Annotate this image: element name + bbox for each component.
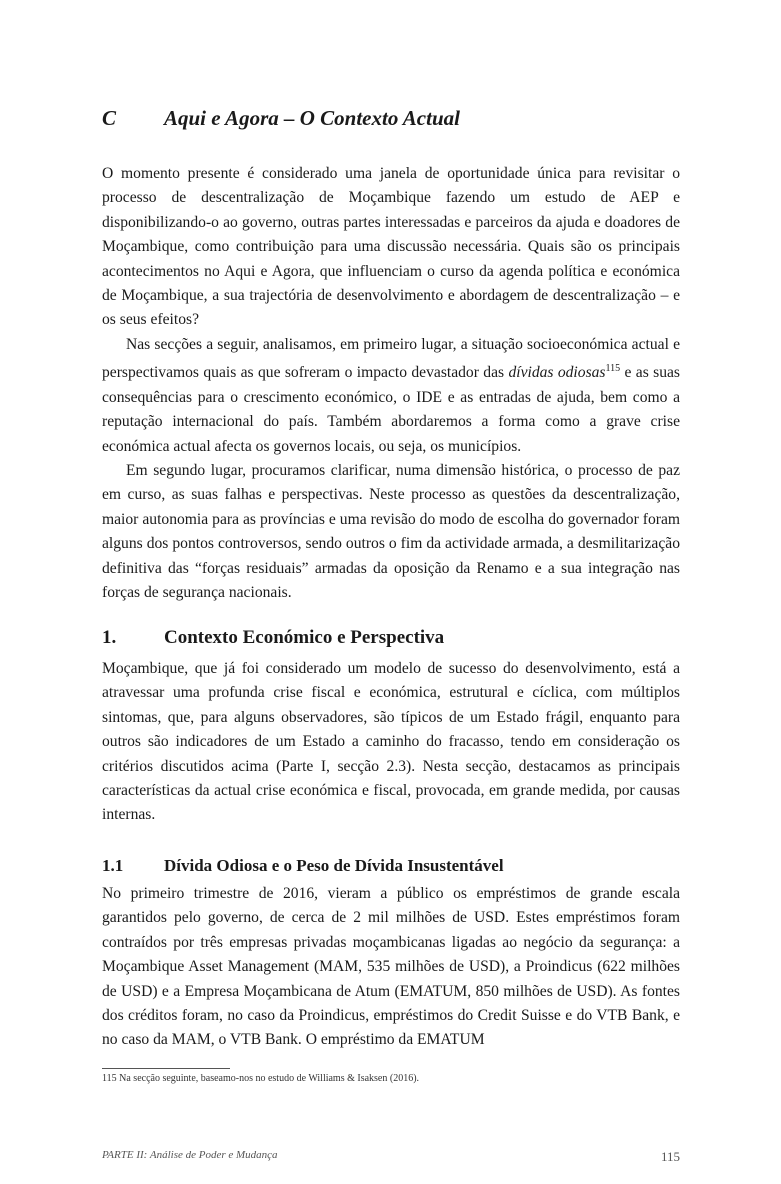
footnote-text: Na secção seguinte, baseamo-nos no estudo de Williams & Isaksen (2016).: [119, 1073, 420, 1084]
chapter-title: Aqui e Agora – O Contexto Actual: [164, 106, 460, 130]
chapter-letter: C: [102, 106, 117, 130]
intro-p2-text-b: e as suas consequências para o crescimento económico, o IDE e as entradas de ajuda, bem como a reputação internacional do país. Também abordaremos a forma como a grave crise económica actual afecta os governos locais, ou seja, os municípios.: [102, 364, 680, 455]
footnote-ref-115[interactable]: 115: [605, 363, 621, 375]
intro-paragraph-3: Em segundo lugar, procuramos clarificar, numa dimensão histórica, o processo de paz em curso, as suas falhas e perspectivas. Neste processo as questões da descentralização, maior autonomia para as províncias e uma revisão do modo de escolha do governador foram alguns dos pontos controversos, sendo outros o fim da actividade armada, a desmilitarização definitiva das “forças residuais” armadas da oposição da Renamo e a sua integração nas forças de segurança nacionais.: [102, 462, 680, 602]
intro-paragraph-2: [102, 333, 680, 459]
section-1-title: Contexto Económico e Perspectiva: [164, 627, 445, 648]
intro-section: [102, 162, 680, 606]
footnote-number: 115: [102, 1073, 117, 1084]
section-1-1-number: 1.1: [102, 856, 124, 875]
page-number: 115: [660, 1149, 680, 1164]
footnote: [102, 1073, 680, 1084]
running-head: PARTE II: Análise de Poder e Mudança: [102, 1149, 278, 1161]
intro-p2-text-a: Nas secções a seguir, analisamos, em primeiro lugar, a situação socioeconómica actual e perspectivamos quais as que sofreram o impacto devastador das: [102, 335, 680, 382]
intro-p2-italic: dívidas odiosas: [508, 364, 606, 382]
intro-paragraph-1: O momento presente é considerado uma janela de oportunidade única para revisitar o processo de descentralização de Moçambique fazendo um estudo de AEP e disponibilizando-o ao governo, outras partes interessadas e parceiros da ajuda e doadores de Moçambique, como contribuição para uma discussão necessária. Quais são os principais acontecimentos no Aqui e Agora, que influenciam o curso da agenda política e económica de Moçambique, a sua trajectória de desenvolvimento e abordagem de descentralização – e os seus efeitos?: [102, 165, 680, 329]
section-1-1-title: Dívida Odiosa e o Peso de Dívida Insustentável: [164, 856, 504, 875]
section-1-1-body: [102, 882, 680, 1053]
section-1-number: 1.: [102, 627, 117, 648]
section-1-1-paragraph: No primeiro trimestre de 2016, vieram a público os empréstimos de grande escala garantidos pelo governo, de cerca de 2 mil milhões de USD. Estes empréstimos foram contraídos por três empresas privadas moçambicanas ligadas ao negócio da segurança: a Moçambique Asset Management (MAM, 535 milhões de USD), a Proindicus (622 milhões de USD) e a Empresa Moçambicana de Atum (EMATUM, 850 milhões de USD). As fontes dos créditos foram, no caso da Proindicus, empréstimos do Credit Suisse e do VTB Bank, e no caso da MAM, o VTB Bank. O empréstimo da EMATUM: [102, 885, 680, 1049]
footnote-divider: [102, 1068, 230, 1069]
section-1-body: [102, 657, 680, 828]
section-1-paragraph: Moçambique, que já foi considerado um modelo de sucesso do desenvolvimento, está a atravessar uma profunda crise fiscal e económica, estrutural e cíclica, com múltiplos sintomas, que, para alguns observadores, são típicos de um Estado frágil, enquanto para outros são indicadores de um Estado a caminho do fracasso, tendo em consideração os critérios discutidos acima (Parte I, secção 2.3). Nesta secção, destacamos as principais características da actual crise económica e fiscal, provocada, em grande medida, por causas internas.: [102, 660, 680, 824]
